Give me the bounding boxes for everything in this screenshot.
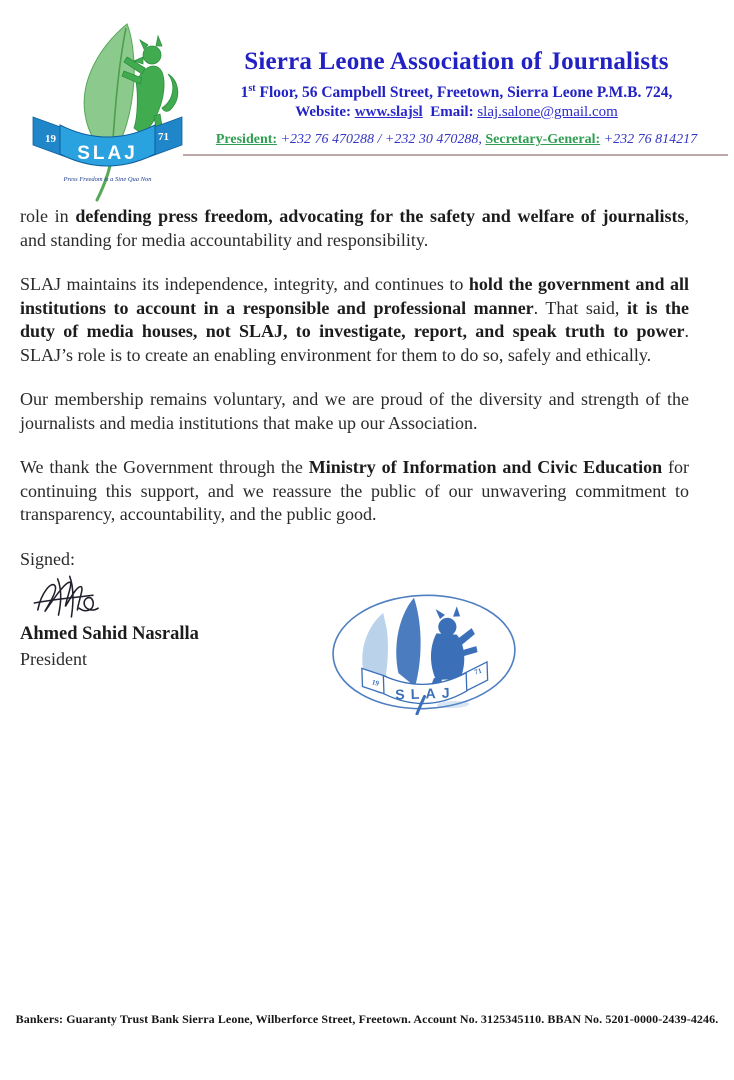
handwritten-signature [26,572,122,622]
text-run: it is the duty of media houses, not SLAJ, to investigate, report, and speak truth to power [20,297,689,341]
letterhead [185,48,728,148]
text-run: We thank the Government through the [20,457,309,477]
paragraph [20,388,689,435]
text-run: Our membership remains voluntary, and we are proud of the diversity and strength of the journalists and media institutions that make up our Association. [20,389,689,433]
paragraph [20,456,689,527]
text-run: hold the government and all institutions to account in a responsible and professional manner [20,274,689,318]
secretary-general-label: Secretary-General: [485,131,601,147]
stamp-wing-icon [394,598,422,688]
text-run: . SLAJ’s role is to create an enabling environment for them to do so, safely and ethically. [20,321,689,365]
president-label: President: [215,131,278,147]
bankers-footer-line: Bankers: Guaranty Trust Bank Sierra Leone, Wilberforce Street, Freetown. Account No. 3125345110. BBAN No. 5201-0000-2439-4246. [15,1012,719,1026]
address-number: 1 [240,83,249,101]
address-line [185,83,728,102]
logo-year-left: 19 [45,133,56,145]
slaj-logo [30,20,185,202]
address-ordinal: st [248,82,256,94]
address-rest: Floor, 56 Campbell Street, Freetown, Sierra Leone P.M.B. 724, [255,83,673,101]
stamp-year-left: 19 [371,678,380,688]
president-phones: +232 76 470288 / +232 30 470288, [280,131,482,147]
text-run: for continuing this support, and we reassure the public of our unwavering commitment to transparency, accountability, and the public good. [20,457,689,524]
text-run: SLAJ maintains its independence, integrity, and continues to [20,274,469,294]
stamp-year-right: 71 [473,666,483,677]
signer-title: President [20,648,87,669]
logo-year-right: 71 [158,131,169,143]
secretary-general-phone: +232 76 814217 [603,131,698,147]
text-run: defending press freedom, advocating for the safety and welfare of journalists [75,206,685,226]
paragraph [20,205,689,252]
website-link[interactable]: www.slajsl [354,103,423,120]
text-run: , and standing for media accountability and responsibility. [20,206,689,250]
website-email-line [185,104,728,121]
contact-line [185,132,728,148]
slaj-official-stamp [328,591,520,715]
leaf-icon [84,24,134,200]
email-link[interactable]: slaj.salone@gmail.com [477,103,618,120]
text-run: role in [20,206,76,226]
logo-motto: Press Freedom is a Sine Qua Non [63,176,152,183]
org-name-title: Sierra Leone Association of Journalists [244,48,669,75]
email-label: Email: [430,103,474,120]
signed-label: Signed: [20,548,76,569]
logo-acronym: SLAJ [77,143,138,164]
website-label: Website: [295,103,352,120]
text-run: Ministry of Information and Civic Education [308,457,663,477]
stamp-acronym: SLAJ [394,684,456,703]
text-run: . That said, [533,297,627,318]
signer-name: Ahmed Sahid Nasralla [20,624,199,644]
letterhead-divider [183,154,728,156]
paragraph [20,273,689,367]
